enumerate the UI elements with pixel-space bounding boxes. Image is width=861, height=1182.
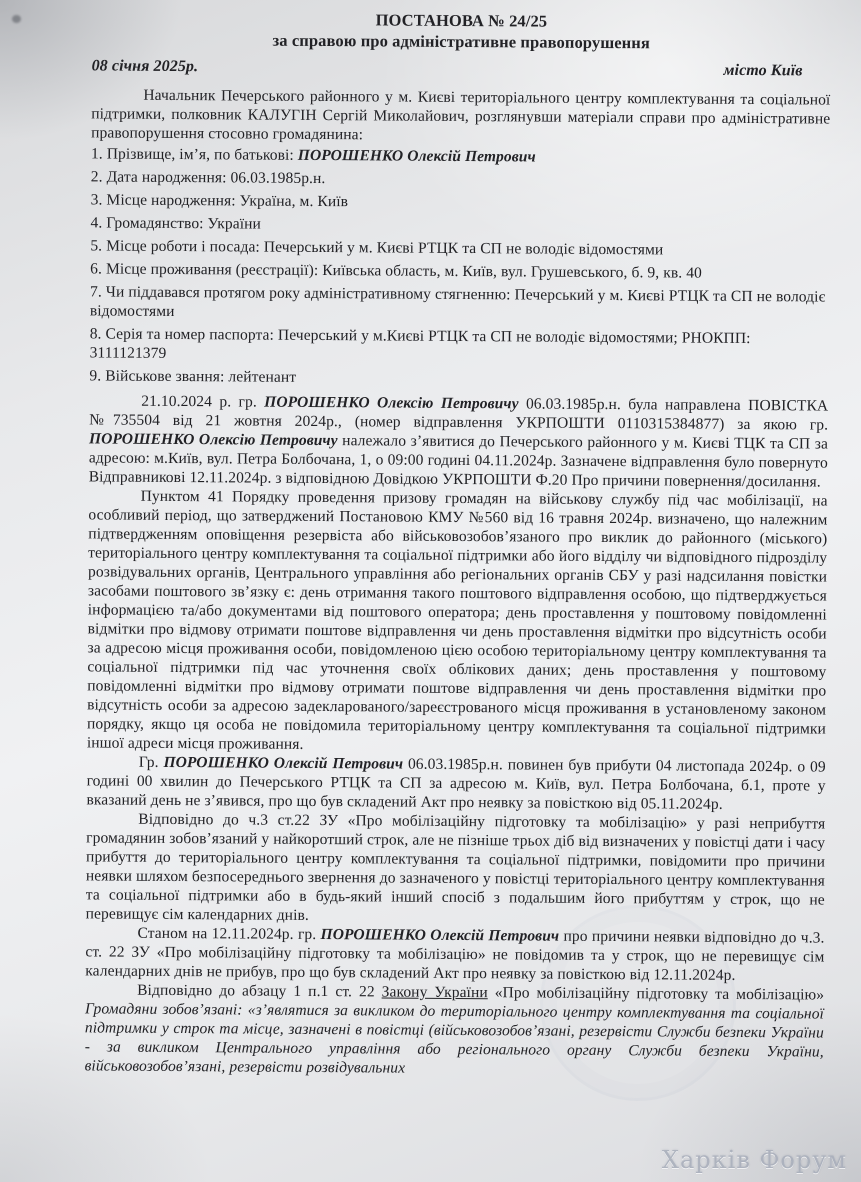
body-paragraph-as-of-date: Станом на 12.11.2024р. гр. ПОРОШЕНКО Олексій Петрович про причини неявки відповідно до ч.3. ст. 22 ЗУ «Про мобілізаційну підготовку та мобілізацію» не повідомив та у строк, що не перевищує сім календарних днів не прибув, про що був складений Акт про неявку за повісткою від 12.11.2024р. <box>85 924 825 984</box>
body-paragraph-art-22: Відповідно до ч.3 ст.22 ЗУ «Про мобілізаційну підготовку та мобілізацію» у разі неприбуття громадянин зобов’язаний у найкоротший строк, але не пізніше трьох діб від визначених у повістці дати і часу прибуття до територіального центру комплектування та соціальної підтримки, повідомити про причини неявки шляхом безпосереднього звернення до зазначеного у повістці територіального центру комплектування та соціальної підтримки або в будь-який інший спосіб з подальшим його прибуттям у строк, що не перевищує сім календарних днів. <box>85 810 826 924</box>
list-item-birthdate: 2. Дата народження: 06.03.1985р.н. <box>90 168 326 188</box>
person-details-list <box>89 144 830 390</box>
document-place: місто Київ <box>723 61 803 80</box>
body-paragraph-no-show: Гр. ПОРОШЕНКО Олексій Петрович 06.03.1985р.н. повинен був прибути 04 листопада 2024р. о 09 годині 00 хвилин до Печерського РТЦК та СП за адресою м. Київ, вул. Петра Болбочана, б.1, проте у вказаний день не з’явився, про що був складений Акт про неявку за повісткою від 05.11.2024р. <box>86 753 826 813</box>
watermark: Харків Форум <box>661 1146 847 1174</box>
list-item-citizenship: 4. Громадянство: України <box>90 214 262 233</box>
document-subtitle: за справою про адміністративне правопорушення <box>272 30 651 53</box>
intro-paragraph: Начальник Печерського районного у м. Києві територіального центру комплектування та соціальної підтримки, полковник КАЛУГІН Сергій Миколайович, розглянувши матеріали справи про адміністративне правопорушення стосовно громадянина: <box>91 86 831 144</box>
document-date: 08 січня 2025р. <box>91 57 199 76</box>
list-item-workplace: 5. Місце роботи і посада: Печерський у м. Києві РТЦК та СП не володіє відомостями <box>90 237 664 259</box>
photo-artifact <box>12 15 21 23</box>
body-paragraph-summons: 21.10.2024 р. гр. ПОРОШЕНКО Олексію Петровичу 06.03.1985р.н. була направлена ПОВІСТКА №735504 від 21 жовтня 2024р., (номер відправлення УКРПОШТИ 0110315384877) за якою гр. ПОРОШЕНКО Олексію Петровичу належало з’явитися до Печерського районного у м. Києві ТЦК та СП за адресою: м.Київ, вул. Петра Болбочана, 1, о 09:00 годині 04.11.2024р. Зазначене відправлення було повернуто Відправникові 12.11.2024р. з відповідною Довідкою УКРПОШТИ Ф.20 Про причини повернення/досилання. <box>88 392 829 491</box>
body-paragraph-law-quote: Відповідно до абзацу 1 п.1 ст. 22 Закону України «Про мобілізаційну підготовку та мобілізацію» Громадяни зобов’язані: «з’являтися за викликом до територіального центру комплектування та соціальної підтримки у строк та місце, зазначені в повістці (військовозобов’язані, резервісти Служби безпеки України - за викликом Центрального управління або регіонального органу Служби безпеки України, військовозобов’язані, резервісти розвідувальних <box>84 981 825 1077</box>
list-item-prior-penalties: 7. Чи піддавався протягом року адміністративному стягненню: Печерський у м. Києві РТЦК та СП не володіє відомостями <box>89 283 826 321</box>
list-item-birthplace: 3. Місце народження: Україна, м. Київ <box>90 191 349 211</box>
list-item-residence: 6. Місце проживання (реєстрації): Київська область, м. Київ, вул. Грушевського, б. 9, кв. 40 <box>90 260 703 282</box>
dateline <box>92 56 831 80</box>
list-item-surname: 1. Прізвище, ім’я, по батькові: ПОРОШЕНКО Олексій Петрович <box>90 145 536 166</box>
document-content <box>85 7 831 1080</box>
body-paragraph-point-41: Пунктом 41 Порядку проведення призову громадян на військову службу під час мобілізації, на особливий період, що затверджений Постановою КМУ №560 від 16 травня 2024р. визначено, що належним підтвердженням оповіщення резервіста або військовозобов’язаного про виклик до районного (міського) територіального центру комплектування та соціальної підтримки або його відділу чи відповідного підрозділу розвідувальних органів, Центрального управління або регіональних органів СБУ у разі надсилання повістки засобами поштового зв’язку є: день отримання такого поштового відправлення особою, що підтверджується інформацією та/або документами від поштового оператора; день проставлення у поштовому повідомленні відмітки про відмову отримати поштове відправлення чи день проставлення відмітки про відсутність особи за адресою місця проживання особи, повідомленою цією особою територіальному центру комплектування та соціальної підтримки під час уточнення своїх облікових даних; день проставлення у поштовому повідомленні відмітки про відмову отримати поштове відправлення чи день проставлення відмітки про відсутність особи за адресою задекларованого/зареєстрованого місця проживання в установленому законом порядку, якщо ця особа не повідомила територіальному центру комплектування та соціальної підтримки іншої адреси місця проживання. <box>86 487 828 753</box>
list-item-rank: 9. Військове звання: лейтенант <box>89 367 297 386</box>
document-title: ПОСТАНОВА № 24/25 <box>375 10 548 31</box>
list-item-passport: 8. Серія та номер паспорта: Печерський у м.Києві РТЦК та СП не володіє відомостями; РНОКПП: 3111121379 <box>89 325 751 362</box>
